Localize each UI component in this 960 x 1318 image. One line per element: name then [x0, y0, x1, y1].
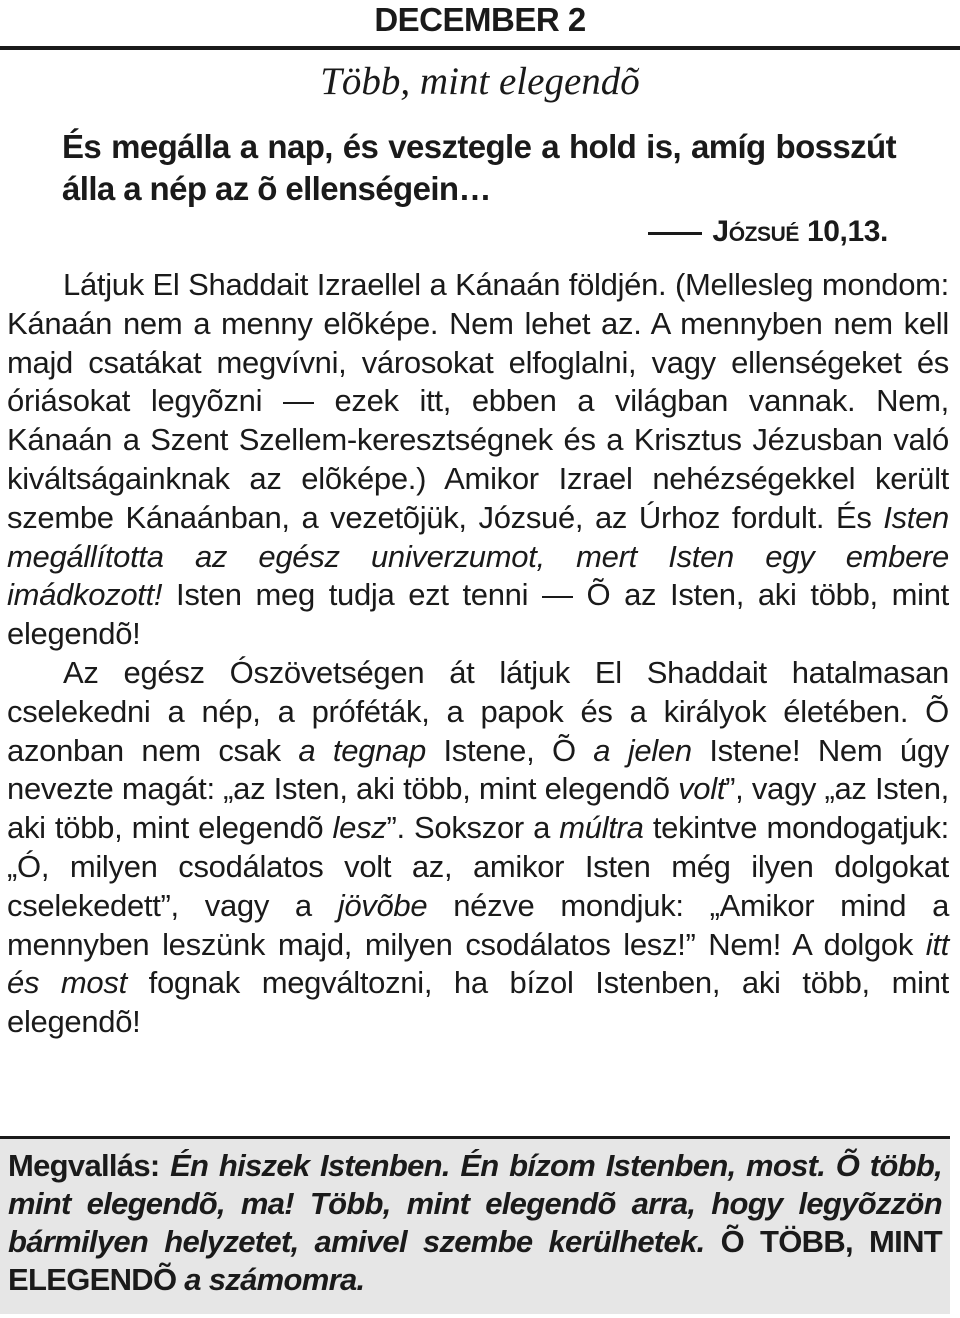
- emphasis-text: a jelen: [593, 732, 692, 768]
- paragraph-text: ”. Sokszor a: [386, 810, 560, 846]
- confession-body: Én hiszek Istenben. Én bízom Istenben, most. Õ több, mint elegendõ, ma! Több, mint elegendõ arra, hogy legyõzzön bármilyen helyzetet, amivel szembe kerülhetek.: [8, 1148, 942, 1259]
- paragraph-text: ”, vagy „az Isten, aki több, mint elegendõ: [7, 771, 949, 846]
- confession-end: a számomra.: [176, 1262, 365, 1297]
- page-date-heading: DECEMBER 2: [374, 1, 586, 38]
- scripture-verse: És megálla a nap, és vesztegle a hold is, amíg bosszút álla a nép az õ ellenségein…: [62, 128, 896, 207]
- emphasis-text: jövõbe: [337, 887, 428, 923]
- paragraph-text: Az egész Ószövetségen át látjuk El Shaddait hatalmasan cselekedni a nép, a próféták, a papok és a királyok életében. Õ azonban nem csak: [7, 654, 949, 768]
- emphasis-text: lesz: [332, 810, 387, 846]
- body-paragraph-2: [7, 654, 949, 1042]
- emphasis-text: itt és most: [7, 926, 949, 1001]
- paragraph-text: fognak megváltozni, ha bízol Istenben, aki több, mint elegendõ!: [7, 965, 949, 1040]
- emphasis-text: Isten megállította az egész univerzumot, mert Isten egy embere imádkozott!: [7, 499, 949, 613]
- paragraph-text: Istene! Nem úgy nevezte magát: „az Isten, aki több, mint elegendõ: [7, 732, 949, 807]
- reference-chapter: 10,13.: [806, 215, 888, 248]
- paragraph-text: Isten meg tudja ezt tenni — Õ az Isten, aki több, mint elegendõ!: [7, 577, 949, 652]
- paragraph-text: Látjuk El Shaddait Izraellel a Kánaán földjén. (Mellesleg mondom: Kánaán nem a menny elõképe. Nem lehet az. A mennyben nem kell majd csatákat megvívni, városokat elfoglalni, vagy ellenségeket és óriásokat legyõzni — ezek itt, ebben a világban vannak. Nem, Kánaán a Szent Szellem-keresztségnek és a Krisztus Jézusban való kiváltságainknak az elõképe.) Amikor Izrael nehézségekkel került szembe Kánaánban, a vezetõjük, Józsué, az Úrhoz fordult. És: [7, 267, 949, 535]
- body-paragraph-1: [7, 266, 949, 654]
- confession-text: [8, 1147, 942, 1299]
- reference-book: Józsué: [712, 215, 800, 248]
- paragraph-text: Istene, Õ: [425, 732, 594, 768]
- emphasis-text: a tegnap: [298, 732, 426, 768]
- paragraph-text: tekintve mondogatjuk: „Ó, milyen csodálatos volt az, amikor Isten még ilyen dolgokat cselekedett”, vagy a: [7, 810, 949, 923]
- confession-box: [0, 1136, 950, 1314]
- reference-dash: [648, 232, 702, 235]
- emphasis-text: múltra: [559, 810, 644, 846]
- scripture-reference: [648, 212, 888, 252]
- paragraph-text: nézve mondjuk: „Amikor mind a mennyben leszünk majd, milyen csodálatos lesz!” Nem! A dolgok: [7, 887, 950, 962]
- devotional-title: Több, mint elegendõ: [320, 60, 640, 103]
- devotional-body: [7, 266, 949, 1042]
- header-divider: [0, 46, 960, 50]
- confession-caps: Õ TÖBB, MINT ELEGENDÕ: [8, 1224, 942, 1297]
- emphasis-text: volt: [678, 771, 726, 807]
- confession-label: Megvallás:: [8, 1148, 160, 1183]
